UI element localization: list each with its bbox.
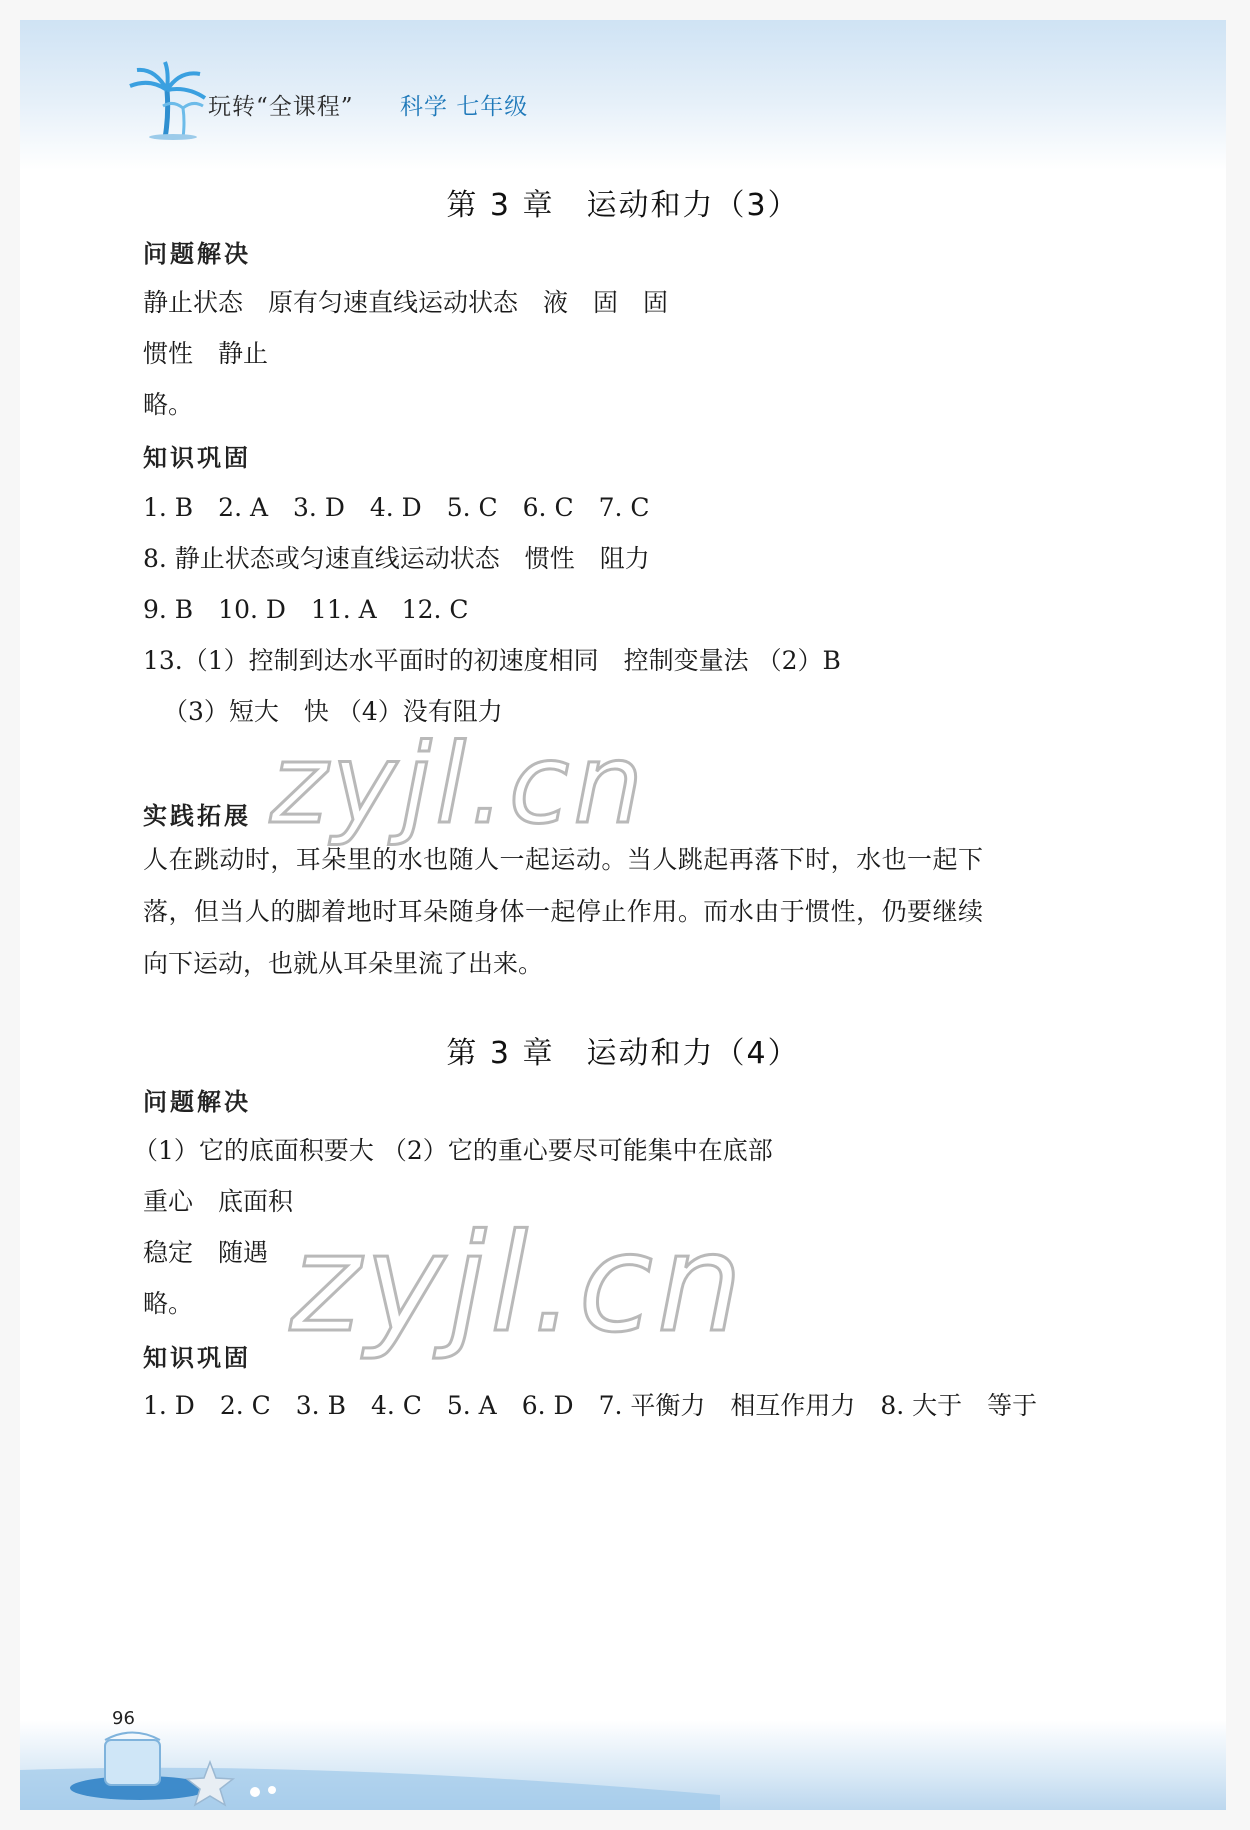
- knowledge-heading-1: 知识巩固: [143, 443, 251, 472]
- knowledge-heading-2: 知识巩固: [143, 1343, 251, 1372]
- problem-heading-1: 问题解决: [143, 239, 251, 268]
- watermark: zyjl.cn: [290, 1205, 747, 1362]
- answer-line: 略。: [143, 390, 194, 419]
- answer-line: 13.（1）控制到达水平面时的初速度相同 控制变量法 （2）B: [143, 646, 841, 675]
- practice-paragraph: 人在跳动时，耳朵里的水也随人一起运动。当人跳起再落下时，水也一起下落，但当人的脚着地时耳朵随身体一起停止作用。而水由于惯性，仍要继续向下运动，也就从耳朵里流了出来。: [143, 845, 983, 978]
- chapter-title-3-3: 第 3 章 运动和力（3）: [446, 188, 800, 223]
- answer-line: （3）短大 快 （4）没有阻力: [163, 697, 503, 726]
- chapter-title-3-4: 第 3 章 运动和力（4）: [446, 1036, 800, 1071]
- answer-line: 惯性 静止: [143, 339, 269, 368]
- answer-line: 9. B 10. D 11. A 12. C: [143, 595, 469, 624]
- footer-decoration-icon: [20, 1700, 1226, 1810]
- answer-line: 略。: [143, 1289, 194, 1318]
- practice-heading: 实践拓展: [143, 801, 251, 830]
- series-title: 玩转“全课程”: [208, 94, 354, 120]
- palm-tree-logo-icon: [125, 60, 210, 140]
- subject-grade: 科学 七年级: [400, 94, 529, 120]
- answer-line: 重心 底面积: [143, 1187, 294, 1216]
- page: [20, 20, 1226, 1810]
- watermark: zyjl.cn: [270, 720, 648, 848]
- answer-line: 静止状态 原有匀速直线运动状态 液 固 固: [143, 288, 669, 317]
- answer-line: 稳定 随遇: [143, 1238, 269, 1267]
- page-number: 96: [112, 1708, 135, 1729]
- answer-line: 1. B 2. A 3. D 4. D 5. C 6. C 7. C: [143, 493, 650, 522]
- answer-line: （1）它的底面积要大 （2）它的重心要尽可能集中在底部: [133, 1136, 773, 1165]
- answer-line: 8. 静止状态或匀速直线运动状态 惯性 阻力: [143, 544, 650, 573]
- answer-line: 1. D 2. C 3. B 4. C 5. A 6. D 7. 平衡力 相互作用力 8. 大于 等于: [143, 1391, 1038, 1420]
- problem-heading-2: 问题解决: [143, 1087, 251, 1116]
